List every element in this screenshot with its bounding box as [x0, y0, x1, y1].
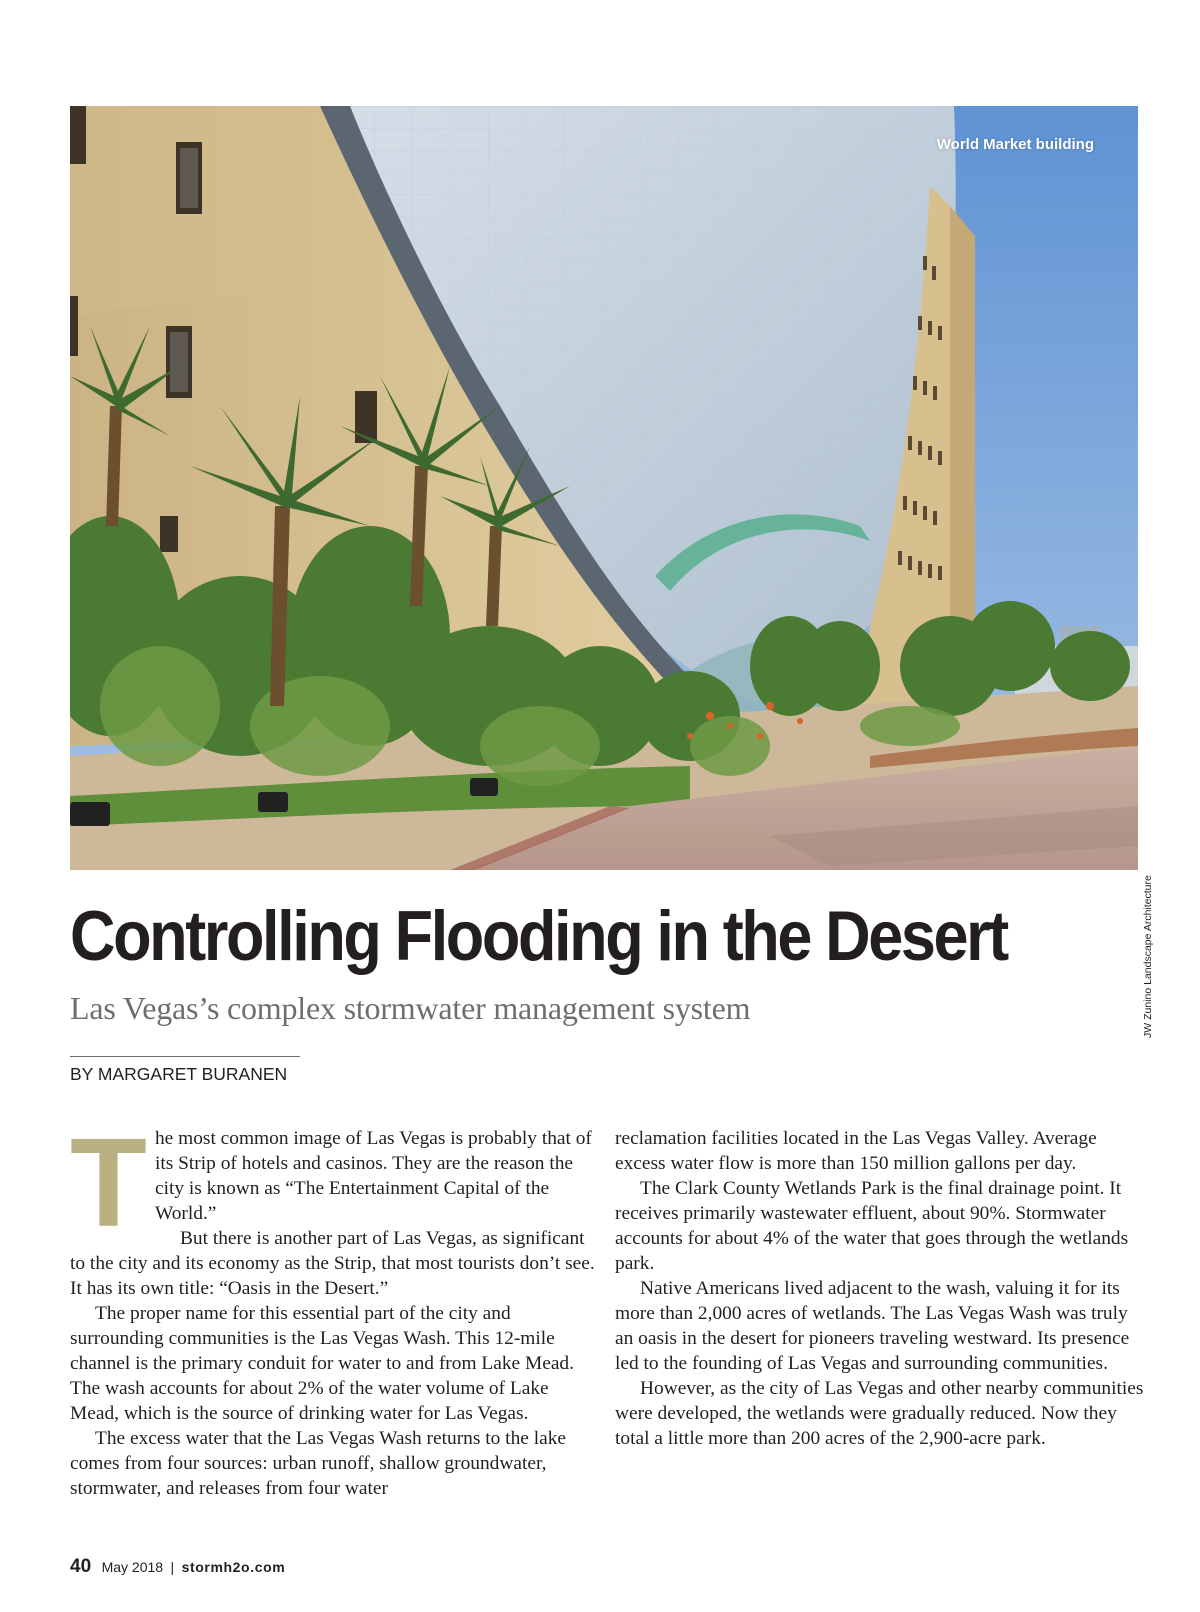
paragraph: But there is another part of Las Vegas, as significant to the city and its economy as the Strip, that most tourists don’t see. It has its own title: “Oasis in the Desert.”: [70, 1228, 595, 1299]
drop-cap: T: [70, 1112, 147, 1253]
column-right: [615, 1126, 1145, 1451]
byline: BY MARGARET BURANEN: [70, 1064, 288, 1084]
photo-credit-text: JW Zunino Landscape Architecture: [1142, 875, 1154, 1038]
paragraph: However, as the city of Las Vegas and other nearby communities were developed, the wetlands were gradually reduced. Now they total a little more than 200 acres of the 2,900-acre park.: [615, 1378, 1144, 1449]
paragraph: The excess water that the Las Vegas Wash returns to the lake comes from four sources: urban runoff, shallow groundwater, stormwater, and releases from four water: [70, 1428, 567, 1499]
footer-separator: |: [170, 1559, 175, 1575]
article-title: Controlling Flooding in the Desert: [70, 897, 1007, 976]
issue-date: May 2018: [101, 1559, 164, 1575]
column-left: [70, 1112, 595, 1501]
hero-photo: [70, 106, 1138, 870]
site-link[interactable]: stormh2o.com: [181, 1559, 286, 1575]
paragraph: he most common image of Las Vegas is probably that of its Strip of hotels and casinos. They are the reason the city is known as “The Entertainment Capital of the World.”: [154, 1128, 592, 1224]
byline-divider: [70, 1056, 300, 1057]
photo-caption: World Market building: [936, 136, 1094, 153]
paragraph: reclamation facilities located in the Las Vegas Valley. Average excess water flow is more than 150 million gallons per day.: [615, 1128, 1097, 1174]
paragraph: The proper name for this essential part of the city and surrounding communities is the Las Vegas Wash. This 12-mile channel is the primary conduit for water to and from Lake Mead. The wash accounts for about 2% of the water volume of Lake Mead, which is the source of drinking water for Las Vegas.: [70, 1303, 574, 1424]
article-subtitle: Las Vegas’s complex stormwater management system: [70, 990, 751, 1026]
world-market-building-photo: [70, 106, 1138, 870]
paragraph: Native Americans lived adjacent to the wash, valuing it for its more than 2,000 acres of wetlands. The Las Vegas Wash was truly an oasis in the desert for pioneers traveling westward. Its presence led to the founding of Las Vegas and surrounding communities.: [615, 1278, 1130, 1374]
page-number: 40: [70, 1556, 92, 1577]
page-footer: [70, 1556, 285, 1578]
paragraph: The Clark County Wetlands Park is the final drainage point. It receives primarily wastewater effluent, about 90%. Stormwater accounts for about 4% of the water that goes through the wetlands park.: [615, 1178, 1129, 1274]
